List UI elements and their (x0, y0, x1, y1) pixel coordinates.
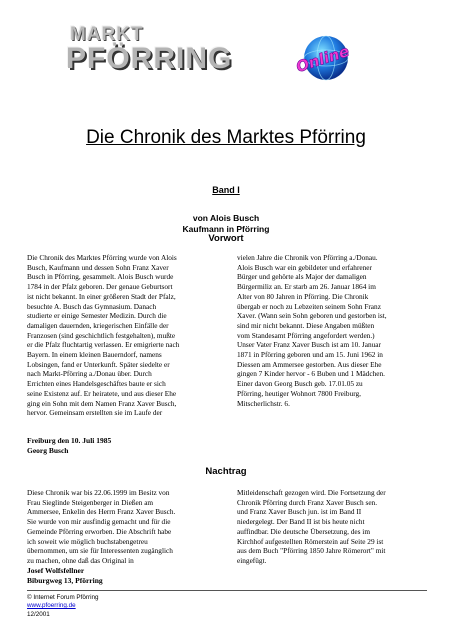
text-line: Kirchhof aufgestellten Römerstein auf Seite 29 ist (237, 536, 384, 546)
text-line: übergab er noch zu Lebzeiten seinem Sohn Franz (237, 301, 381, 311)
footer-date: 12/2001 (27, 610, 50, 618)
text-line: Lobsingen, fand er Unterkunft. Später siedelte er (27, 359, 170, 369)
text-line: ging ein Sohn mit dem Namen Franz Xaver Busch, (27, 398, 177, 408)
text-line: Diessen am Ammersee gestorben. Aus dieser Ehe (237, 359, 382, 369)
text-line: Mitleidenschaft gezogen wird. Die Fortsetzung der (237, 488, 386, 497)
text-line: nach Markt-Pförring a./Donau über. Durch (27, 369, 152, 379)
document-title: Die Chronik des Marktes Pförring (86, 127, 366, 148)
text-line: Gemeinde Pförring erworben. Die Abschrift habe (27, 526, 172, 536)
nachtrag-heading: Nachtrag (205, 466, 247, 477)
text-line: niedergelegt. Der Band II ist bis heute nicht (237, 517, 365, 527)
markt-pfoerring-logo (58, 18, 438, 90)
text-line: Diese Chronik war bis 22.06.1999 im Besitz von (27, 488, 170, 497)
vorwort-heading: Vorwort (208, 233, 244, 244)
text-line: studierte er einige Semester Medizin. Durch die (27, 311, 167, 321)
text-line: Mitscherlichstr. 6. (237, 398, 290, 408)
text-line: Bürgermiliz an. Er starb am 26. Januar 1864 im (237, 282, 376, 292)
author-name: von Alois Busch (192, 213, 260, 223)
vorwort-right-column (237, 253, 437, 408)
text-line: eingefügt. (237, 555, 267, 565)
text-line: 1871 in Pförring geboren und am 15. Juni 1962 in (237, 350, 383, 360)
signature-name: Josef Wolfsfellner (27, 566, 85, 575)
text-line: Errichten eines Handelsgeschäftes baute er sich (27, 379, 166, 389)
text-line: Pförring, heutiger Wohnort 7800 Freiburg, (237, 388, 361, 398)
text-line: Busch, Kaufmann und dessen Sohn Franz Xaver (27, 262, 169, 272)
text-line: aus dem Buch "Pförring 1850 Jahre Römerort" mit (237, 546, 386, 556)
author-block (0, 213, 452, 235)
text-line: gingen 7 Kinder hervor - 6 Buben und 1 Mädchen. (237, 369, 385, 379)
signature-name: Georg Busch (27, 445, 69, 455)
nachtrag-right-column (237, 488, 437, 566)
text-line: Alter von 80 Jahren in Pförring. Die Chronik (237, 291, 369, 301)
text-line: auffindbar. Die deutsche Übersetzung, des im (237, 526, 370, 536)
author-occupation: Kaufmann in Pförring (182, 224, 270, 234)
text-line: seine Existenz auf. Er heiratete, und aus dieser Ehe (27, 388, 177, 398)
text-line: sind mir nicht bekannt. Diese Angaben müßten (237, 320, 375, 330)
vorwort-signature (27, 436, 111, 455)
text-line: Ammersee, Enkelin des Herrn Franz Xaver Busch. (27, 507, 176, 517)
text-line: Frau Sieglinde Steigenberger in Dießen am (27, 497, 154, 507)
band-label: Band I (212, 185, 240, 195)
text-line: ich soweit wie möglich buchstabengetreu (27, 536, 148, 546)
nachtrag-signature (27, 566, 103, 585)
text-line: damaligen dauernden, kriegerischen Einfälle der (27, 320, 169, 330)
text-line: zu machen, ohne daß das Original in (27, 555, 134, 565)
footer-website-link[interactable]: www.pfoerring.de (27, 602, 76, 610)
text-line: Xaver. (Wann sein Sohn geboren und gestorben ist, (237, 311, 387, 321)
page-footer (27, 594, 98, 619)
text-line: hervor. Gemeinsam erstellten sie im Laufe der (27, 408, 163, 418)
text-line: übernommen, um sie für Interessenten zugänglich (27, 546, 173, 556)
footer-copyright: © Internet Forum Pförring (27, 594, 99, 601)
text-line: er die Pfalz fluchtartig verlassen. Er emigrierte nach (27, 340, 180, 350)
logo-markt-text: MARKT (70, 24, 144, 45)
footer-divider (27, 590, 427, 591)
text-line: vielen Jahre die Chronik von Pförring a./Donau. (237, 253, 378, 262)
nachtrag-left-column (27, 488, 227, 566)
svg-text:Online: Online (293, 42, 352, 77)
text-line: 1784 in der Pfalz geboren. Der genaue Geburtsort (27, 282, 173, 292)
text-line: besuchte A. Busch das Gymnasium. Danach (27, 301, 157, 311)
vorwort-left-column (27, 253, 227, 418)
signature-date-place: Freiburg den 10. Juli 1985 (27, 436, 112, 445)
text-line: Alois Busch war ein gebildeter und erfahrener (237, 262, 372, 272)
text-line: und Franz Xaver Busch jun. ist im Band II (237, 507, 362, 517)
text-line: Die Chronik des Marktes Pförring wurde von Alois (27, 253, 177, 262)
logo-pfoerring-text: PFÖRRING (66, 42, 233, 75)
text-line: Sie wurde von mir ausfindig gemacht und für die (27, 517, 171, 527)
text-line: ist nicht bekannt. In einer größeren Stadt der Pfalz, (27, 291, 176, 301)
text-line: Busch in Pförring, gesammelt. Alois Busch wurde (27, 272, 174, 282)
text-line: Bürger und gehörte als Major der damaligen (237, 272, 367, 282)
text-line: Bayern. In einem kleinen Bauerndorf, namens (27, 350, 162, 360)
signature-address: Biburgweg 13, Pförring (27, 575, 103, 585)
text-line: Chronik Pförring durch Franz Xaver Busch sen. (237, 497, 378, 507)
text-line: Franzosen (sind geschichtlich festgehalten), mußte (27, 330, 176, 340)
online-badge-icon (290, 28, 356, 86)
text-line: Einer davon Georg Busch geb. 17.01.05 zu (237, 379, 363, 389)
text-line: vom Standesamt Pförring angefordert werden.) (237, 330, 375, 340)
text-line: Unser Vater Franz Xaver Busch ist am 10. Januar (237, 340, 381, 350)
